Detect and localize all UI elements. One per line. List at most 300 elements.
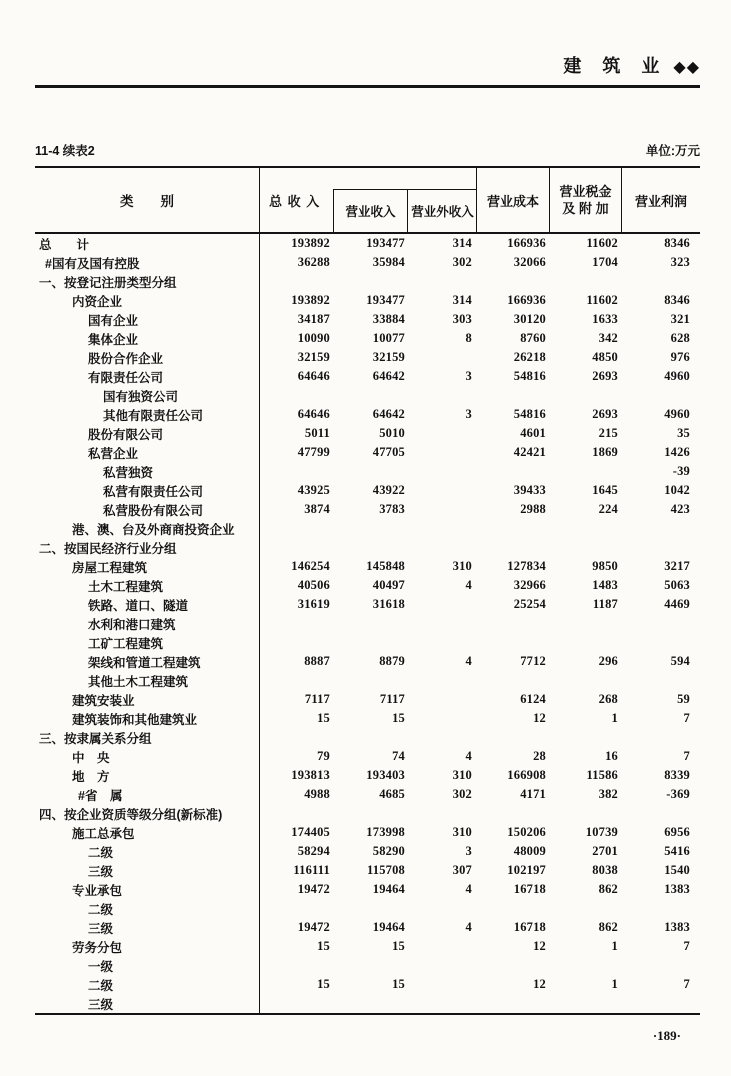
row-category-label: 私营独资 [35, 462, 260, 481]
cell-tax-and-surcharges [546, 272, 618, 291]
cell-operating-cost: 48009 [513, 844, 546, 858]
col-header-operating-profit: 营业利润 [634, 193, 687, 209]
cell-operating-income: 32159 [372, 350, 405, 364]
cell-operating-profit: 323 [670, 255, 690, 269]
table-row [35, 576, 700, 595]
cell-operating-income [330, 462, 405, 481]
cell-total-income: 3874 [304, 502, 330, 516]
cell-operating-profit: 35 [677, 426, 690, 440]
table-row [35, 595, 700, 614]
table-header [35, 168, 700, 234]
cell-operating-profit [618, 899, 690, 918]
row-category-label: 铁路、道口、隧道 [35, 595, 260, 614]
cell-operating-cost: 12 [533, 977, 546, 991]
cell-operating-income [330, 899, 405, 918]
cell-non-operating-income: 4 [465, 578, 472, 592]
cell-non-operating-income [405, 804, 472, 823]
cell-operating-cost: 32966 [513, 578, 546, 592]
cell-tax-and-surcharges [546, 386, 618, 405]
table-row [35, 614, 700, 633]
cell-total-income [260, 386, 330, 405]
cell-operating-cost: 8760 [520, 331, 546, 345]
cell-operating-profit: 1426 [664, 445, 690, 459]
cell-total-income: 193892 [291, 293, 330, 307]
cell-total-income: 146254 [291, 559, 330, 573]
row-category-label: 总 计 [35, 234, 260, 253]
col-header-tax-and-surcharges [550, 168, 622, 232]
cell-tax-and-surcharges: 1 [611, 711, 618, 725]
cell-non-operating-income [405, 671, 472, 690]
cell-operating-cost: 166936 [507, 236, 546, 250]
col-header-category: 类 别 [35, 168, 260, 232]
cell-operating-cost: 16718 [513, 920, 546, 934]
cell-non-operating-income: 302 [452, 255, 472, 269]
cell-non-operating-income: 3 [465, 407, 472, 421]
cell-tax-and-surcharges [546, 956, 618, 975]
cell-operating-profit: 1540 [664, 863, 690, 877]
table-row [35, 329, 700, 348]
cell-total-income: 116111 [293, 863, 330, 877]
cell-operating-income: 173998 [366, 825, 405, 839]
cell-non-operating-income [405, 975, 472, 994]
cell-tax-and-surcharges [546, 462, 618, 481]
cell-total-income: 8887 [304, 654, 330, 668]
cell-tax-and-surcharges: 2693 [592, 369, 618, 383]
cell-total-income: 15 [317, 977, 330, 991]
data-table [35, 166, 700, 1015]
table-row [35, 861, 700, 880]
cell-tax-and-surcharges: 1704 [592, 255, 618, 269]
cell-total-income: 43925 [297, 483, 330, 497]
cell-operating-income: 145848 [366, 559, 405, 573]
cell-total-income: 193813 [291, 768, 330, 782]
cell-tax-and-surcharges: 342 [598, 331, 618, 345]
cell-tax-and-surcharges: 268 [598, 692, 618, 706]
row-category-label: 私营有限责任公司 [35, 481, 260, 500]
cell-operating-cost: 102197 [507, 863, 546, 877]
cell-operating-cost: 25254 [513, 597, 546, 611]
table-row [35, 481, 700, 500]
cell-total-income [260, 994, 330, 1013]
table-row [35, 386, 700, 405]
cell-operating-profit: 6956 [664, 825, 690, 839]
col-header-tax-line2: 及 附 加 [562, 201, 609, 216]
row-category-label: 国有企业 [35, 310, 260, 329]
table-row [35, 291, 700, 310]
cell-operating-profit [618, 728, 690, 747]
cell-operating-profit: 1042 [664, 483, 690, 497]
cell-operating-profit [618, 633, 690, 652]
row-category-label: 架线和管道工程建筑 [35, 652, 260, 671]
cell-operating-income [330, 956, 405, 975]
cell-operating-income: 64642 [372, 407, 405, 421]
cell-non-operating-income [405, 994, 472, 1013]
cell-operating-cost [472, 671, 546, 690]
cell-operating-cost: 16718 [513, 882, 546, 896]
table-body [35, 234, 700, 1013]
table-row [35, 937, 700, 956]
row-category-label: 集体企业 [35, 329, 260, 348]
cell-tax-and-surcharges: 1 [611, 977, 618, 991]
cell-operating-cost [472, 804, 546, 823]
cell-tax-and-surcharges: 1187 [592, 597, 618, 611]
row-category-label: 港、澳、台及外商商投资企业 [35, 519, 260, 538]
cell-operating-profit [618, 386, 690, 405]
chapter-title: 建 筑 业 [563, 56, 668, 76]
table-row [35, 234, 700, 253]
cell-operating-cost [472, 994, 546, 1013]
cell-operating-profit: 1383 [664, 882, 690, 896]
cell-total-income: 32159 [297, 350, 330, 364]
row-category-label: 国有独资公司 [35, 386, 260, 405]
table-row [35, 823, 700, 842]
table-row [35, 994, 700, 1013]
cell-tax-and-surcharges: 8038 [592, 863, 618, 877]
cell-non-operating-income [405, 899, 472, 918]
cell-non-operating-income: 307 [452, 863, 472, 877]
cell-non-operating-income: 4 [465, 920, 472, 934]
row-category-label: 一、按登记注册类型分组 [35, 272, 260, 291]
cell-operating-income: 19464 [372, 920, 405, 934]
cell-non-operating-income [405, 956, 472, 975]
cell-tax-and-surcharges: 1645 [592, 483, 618, 497]
table-row [35, 766, 700, 785]
cell-total-income: 31619 [297, 597, 330, 611]
row-category-label: #省 属 [35, 785, 260, 804]
cell-tax-and-surcharges [546, 614, 618, 633]
cell-total-income: 193892 [291, 236, 330, 250]
cell-operating-profit: 7 [683, 977, 690, 991]
cell-non-operating-income [405, 500, 472, 519]
table-row [35, 880, 700, 899]
cell-operating-cost: 26218 [513, 350, 546, 364]
cell-total-income [260, 633, 330, 652]
cell-operating-profit: 3217 [664, 559, 690, 573]
cell-tax-and-surcharges: 4850 [592, 350, 618, 364]
cell-tax-and-surcharges: 10739 [585, 825, 618, 839]
cell-operating-income [330, 994, 405, 1013]
table-row [35, 405, 700, 424]
cell-total-income: 36288 [297, 255, 330, 269]
cell-operating-cost: 12 [533, 939, 546, 953]
cell-operating-profit: 321 [670, 312, 690, 326]
table-row [35, 918, 700, 937]
row-category-label: 劳务分包 [35, 937, 260, 956]
row-category-label: 建筑装饰和其他建筑业 [35, 709, 260, 728]
cell-operating-income: 193477 [366, 293, 405, 307]
cell-total-income: 40506 [297, 578, 330, 592]
cell-operating-cost [472, 538, 546, 557]
cell-total-income [260, 728, 330, 747]
row-category-label: 内资企业 [35, 291, 260, 310]
cell-total-income: 64646 [297, 369, 330, 383]
cell-operating-cost: 4171 [520, 787, 546, 801]
cell-non-operating-income [405, 633, 472, 652]
table-row [35, 652, 700, 671]
cell-non-operating-income [405, 348, 472, 367]
table-row [35, 690, 700, 709]
cell-operating-income: 43922 [372, 483, 405, 497]
row-category-label: 二级 [35, 899, 260, 918]
table-row [35, 709, 700, 728]
table-row [35, 956, 700, 975]
cell-tax-and-surcharges: 1 [611, 939, 618, 953]
cell-operating-profit [618, 956, 690, 975]
cell-tax-and-surcharges [546, 633, 618, 652]
table-row [35, 899, 700, 918]
cell-operating-income: 15 [392, 711, 405, 725]
table-row [35, 348, 700, 367]
cell-tax-and-surcharges: 2693 [592, 407, 618, 421]
cell-operating-profit: 8346 [664, 293, 690, 307]
cell-tax-and-surcharges: 215 [598, 426, 618, 440]
cell-non-operating-income: 314 [452, 293, 472, 307]
cell-operating-cost: 39433 [513, 483, 546, 497]
row-category-label: 三级 [35, 994, 260, 1013]
cell-non-operating-income: 4 [465, 882, 472, 896]
cell-operating-cost: 166936 [507, 293, 546, 307]
cell-operating-income: 47705 [372, 445, 405, 459]
cell-tax-and-surcharges [546, 728, 618, 747]
chapter-header [35, 52, 700, 88]
cell-non-operating-income: 302 [452, 787, 472, 801]
cell-operating-income: 35984 [372, 255, 405, 269]
table-row [35, 500, 700, 519]
cell-non-operating-income: 310 [452, 825, 472, 839]
table-row [35, 785, 700, 804]
cell-operating-income: 64642 [372, 369, 405, 383]
cell-operating-income: 10077 [372, 331, 405, 345]
cell-operating-profit: 8346 [664, 236, 690, 250]
cell-tax-and-surcharges: 2701 [592, 844, 618, 858]
cell-operating-income: 15 [392, 939, 405, 953]
cell-total-income [260, 804, 330, 823]
cell-total-income [260, 899, 330, 918]
cell-operating-income: 33884 [372, 312, 405, 326]
table-row [35, 538, 700, 557]
cell-non-operating-income [405, 443, 472, 462]
cell-total-income: 7117 [304, 692, 330, 706]
cell-operating-income [330, 386, 405, 405]
row-category-label: 施工总承包 [35, 823, 260, 842]
table-row [35, 804, 700, 823]
cell-operating-profit: 594 [670, 654, 690, 668]
page-number: ·189· [652, 1028, 681, 1043]
cell-operating-income: 7117 [379, 692, 405, 706]
cell-tax-and-surcharges [546, 671, 618, 690]
cell-operating-cost: 6124 [520, 692, 546, 706]
cell-operating-cost: 28 [533, 749, 546, 763]
cell-operating-cost: 32066 [513, 255, 546, 269]
cell-tax-and-surcharges [546, 994, 618, 1013]
cell-non-operating-income [405, 424, 472, 443]
row-category-label: 水利和港口建筑 [35, 614, 260, 633]
cell-operating-profit [618, 614, 690, 633]
cell-operating-cost [472, 633, 546, 652]
col-header-total-income: 总 收 入 [269, 193, 321, 209]
cell-operating-income: 5010 [379, 426, 405, 440]
row-category-label: 私营股份有限公司 [35, 500, 260, 519]
cell-operating-income: 15 [392, 977, 405, 991]
cell-non-operating-income [405, 538, 472, 557]
row-category-label: 建筑安装业 [35, 690, 260, 709]
row-category-label: 私营企业 [35, 443, 260, 462]
cell-operating-income [330, 804, 405, 823]
cell-operating-cost: 54816 [513, 407, 546, 421]
cell-total-income: 64646 [297, 407, 330, 421]
table-row [35, 424, 700, 443]
cell-operating-profit: 59 [677, 692, 690, 706]
cell-tax-and-surcharges: 862 [598, 920, 618, 934]
cell-operating-cost: 150206 [507, 825, 546, 839]
row-category-label: 专业承包 [35, 880, 260, 899]
cell-operating-cost [472, 462, 546, 481]
cell-non-operating-income [405, 481, 472, 500]
cell-operating-cost: 7712 [520, 654, 546, 668]
table-row [35, 842, 700, 861]
cell-tax-and-surcharges [546, 519, 618, 538]
cell-operating-cost: 12 [533, 711, 546, 725]
cell-non-operating-income: 314 [452, 236, 472, 250]
cell-operating-income: 19464 [372, 882, 405, 896]
cell-non-operating-income: 4 [465, 654, 472, 668]
cell-operating-income: 193477 [366, 236, 405, 250]
table-row [35, 728, 700, 747]
cell-operating-cost [472, 614, 546, 633]
row-category-label: 三级 [35, 861, 260, 880]
cell-total-income: 19472 [297, 882, 330, 896]
cell-operating-profit: -39 [672, 464, 690, 478]
cell-tax-and-surcharges: 9850 [592, 559, 618, 573]
cell-total-income: 58294 [297, 844, 330, 858]
row-category-label: 股份合作企业 [35, 348, 260, 367]
cell-tax-and-surcharges: 11602 [586, 236, 618, 250]
cell-non-operating-income [405, 386, 472, 405]
row-category-label: 中 央 [35, 747, 260, 766]
cell-tax-and-surcharges: 1483 [592, 578, 618, 592]
row-category-label: 其他土木工程建筑 [35, 671, 260, 690]
cell-operating-profit: -369 [666, 787, 690, 801]
cell-operating-income: 8879 [379, 654, 405, 668]
cell-operating-profit: 5063 [664, 578, 690, 592]
cell-operating-profit: 8339 [664, 768, 690, 782]
cell-operating-income: 4685 [379, 787, 405, 801]
cell-total-income [260, 538, 330, 557]
cell-operating-income: 193403 [366, 768, 405, 782]
cell-non-operating-income [405, 595, 472, 614]
cell-total-income: 79 [317, 749, 330, 763]
cell-total-income: 5011 [304, 426, 330, 440]
cell-operating-profit: 7 [683, 711, 690, 725]
cell-operating-cost: 2988 [520, 502, 546, 516]
table-row [35, 975, 700, 994]
table-row [35, 443, 700, 462]
cell-operating-cost [472, 519, 546, 538]
cell-tax-and-surcharges: 1869 [592, 445, 618, 459]
cell-total-income: 15 [317, 939, 330, 953]
cell-total-income: 34187 [297, 312, 330, 326]
cell-operating-income: 58290 [372, 844, 405, 858]
cell-total-income: 10090 [297, 331, 330, 345]
col-header-total-income-group [260, 168, 477, 232]
row-category-label: 二级 [35, 842, 260, 861]
cell-tax-and-surcharges: 16 [605, 749, 618, 763]
row-category-label: 二级 [35, 975, 260, 994]
row-category-label: 地 方 [35, 766, 260, 785]
cell-operating-income: 115708 [366, 863, 405, 877]
cell-operating-income: 3783 [379, 502, 405, 516]
table-row [35, 633, 700, 652]
diamond-icons: ◆◆ [673, 59, 700, 76]
cell-tax-and-surcharges: 382 [598, 787, 618, 801]
row-category-label: 其他有限责任公司 [35, 405, 260, 424]
cell-operating-income [330, 633, 405, 652]
row-category-label: 有限责任公司 [35, 367, 260, 386]
cell-operating-cost [472, 272, 546, 291]
cell-non-operating-income: 303 [452, 312, 472, 326]
cell-operating-profit [618, 994, 690, 1013]
cell-non-operating-income [405, 709, 472, 728]
cell-tax-and-surcharges: 11586 [586, 768, 618, 782]
cell-operating-profit: 628 [670, 331, 690, 345]
cell-tax-and-surcharges: 296 [598, 654, 618, 668]
cell-operating-profit [618, 272, 690, 291]
cell-non-operating-income [405, 937, 472, 956]
cell-operating-cost [472, 956, 546, 975]
cell-non-operating-income: 4 [465, 749, 472, 763]
cell-operating-profit: 7 [683, 939, 690, 953]
cell-tax-and-surcharges: 224 [598, 502, 618, 516]
table-row [35, 310, 700, 329]
cell-operating-profit: 7 [683, 749, 690, 763]
cell-operating-cost: 4601 [520, 426, 546, 440]
cell-operating-cost: 166908 [507, 768, 546, 782]
table-row [35, 747, 700, 766]
cell-tax-and-surcharges [546, 538, 618, 557]
cell-non-operating-income [405, 519, 472, 538]
table-meta [35, 141, 700, 159]
cell-operating-income [330, 614, 405, 633]
col-header-tax-line1: 营业税金 [559, 184, 612, 199]
table-row [35, 367, 700, 386]
table-row [35, 253, 700, 272]
row-category-label: 二、按国民经济行业分组 [35, 538, 260, 557]
cell-operating-income: 74 [392, 749, 405, 763]
cell-operating-income [330, 519, 405, 538]
cell-operating-profit: 4960 [664, 369, 690, 383]
cell-operating-profit [618, 804, 690, 823]
cell-total-income: 19472 [297, 920, 330, 934]
cell-operating-profit: 4469 [664, 597, 690, 611]
cell-operating-cost: 42421 [513, 445, 546, 459]
cell-operating-profit [618, 519, 690, 538]
cell-total-income [260, 462, 330, 481]
cell-operating-cost: 54816 [513, 369, 546, 383]
cell-total-income: 47799 [297, 445, 330, 459]
cell-operating-cost [472, 728, 546, 747]
cell-operating-income [330, 272, 405, 291]
cell-operating-cost [472, 899, 546, 918]
cell-non-operating-income: 8 [465, 331, 472, 345]
row-category-label: 工矿工程建筑 [35, 633, 260, 652]
cell-tax-and-surcharges: 11602 [586, 293, 618, 307]
cell-operating-profit: 423 [670, 502, 690, 516]
cell-non-operating-income [405, 690, 472, 709]
cell-operating-income: 31618 [372, 597, 405, 611]
cell-operating-profit: 1383 [664, 920, 690, 934]
cell-operating-income [330, 671, 405, 690]
table-row [35, 462, 700, 481]
